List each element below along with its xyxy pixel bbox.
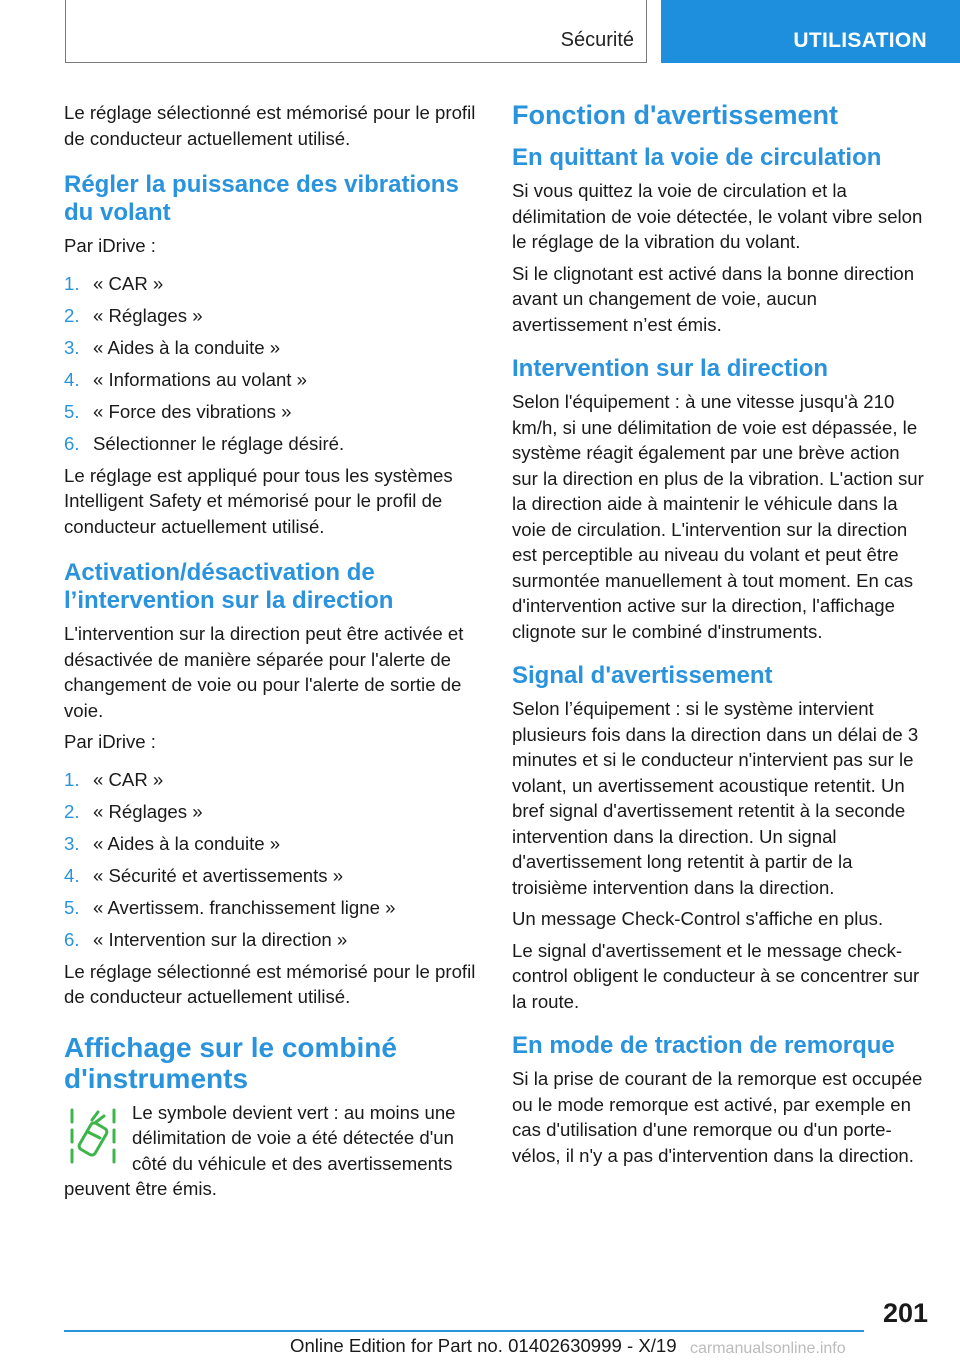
lane-departure-icon: [66, 1102, 120, 1168]
intervention-paragraph: L'intervention sur la direction peut être activée et désactivée de manière séparée pour l'alerte de changement de voie ou pour l'alerte de sortie de voie.: [64, 623, 464, 721]
heading-affichage: Affichage sur le combiné d'instruments: [64, 1031, 397, 1094]
intro-paragraph: Le réglage sélectionné est mémorisé pour le profil de conducteur actuellement utilisé.: [64, 102, 476, 149]
right-column: [512, 100, 927, 1174]
steps-list-1: [64, 271, 476, 457]
check-control-paragraph-2: Le signal d'avertissement et le message check-control obligent le conducteur à se concentrer sur la route.: [512, 939, 920, 1012]
list-item: 5. « Avertissem. franchissement ligne »: [64, 896, 396, 918]
list-item: 3. « Aides à la conduite »: [64, 832, 281, 854]
memorise-paragraph: Le réglage sélectionné est mémorisé pour le profil de conducteur actuellement utilisé.: [64, 960, 476, 1007]
heading-activation: Activation/désactivation de l’intervention sur la direction: [64, 559, 394, 614]
remorque-paragraph: Si la prise de courant de la remorque est occupée ou le mode remorque est activé, par exemple en cas d'utilisation d'une remorque ou d'un porte-vélos, il n'y a pas d'intervention dans la direction.: [512, 1068, 923, 1166]
footer-watermark: carmanualsonline.info: [690, 1340, 846, 1357]
page-number: 201: [882, 1298, 928, 1328]
list-item: 2. « Réglages »: [64, 800, 203, 822]
footer-divider: [64, 1330, 864, 1332]
heading-quittant: En quittant la voie de circulation: [512, 144, 882, 171]
heading-fonction: Fonction d'avertissement: [512, 100, 838, 130]
list-item: 2. « Réglages »: [64, 304, 203, 326]
left-column: [64, 100, 476, 1208]
applique-paragraph: Le réglage est appliqué pour tous les systèmes Intelligent Safety et mémorisé pour le profil de conducteur actuellement utilisé.: [64, 464, 453, 537]
list-item: 6. Sélectionner le réglage désiré.: [64, 432, 345, 454]
clignotant-paragraph: Si le clignotant est activé dans la bonne direction avant un changement de voie, aucun avertissement n’est émis.: [512, 262, 915, 335]
heading-intervention-direction: Intervention sur la direction: [512, 355, 829, 382]
intervention-direction-paragraph: Selon l'équipement : à une vitesse jusqu'à 210 km/h, si une délimitation de voie est dépassée, le système réagit également par une brève action sur la direction en plus de la vibration. L'action sur la direction aide à maintenir le véhicule dans la voie de circulation. L'intervention sur la direction est perceptible au niveau du volant et peut être surmontée manuellement à tout moment. En cas d'intervention active sur la direction, l'affichage clignote sur le combiné d'instruments.: [512, 391, 924, 642]
header-chapter-title: UTILISATION: [793, 29, 927, 52]
header-chapter-tab: [661, 0, 960, 63]
heading-vibration: Régler la puissance des vibrations du volant: [64, 171, 459, 226]
list-item: 1. « CAR »: [64, 768, 164, 790]
signal-paragraph: Selon l’équipement : si le système intervient plusieurs fois dans la direction dans un délai de 3 minutes et si le conducteur n'intervient pas sur le volant, un avertissement acoustique retentit. Un bref signal d'avertissement retentit à la seconde intervention dans la direction. Un signal d'avertissement long retentit à partir de la troisième intervention dans la direction.: [512, 698, 919, 898]
symbol-text: Le symbole devient vert : au moins une délimitation de voie a été détectée d'un côté du véhicule et des avertissements peuvent être émis.: [64, 1101, 456, 1199]
symbol-paragraph: [64, 1100, 476, 1202]
list-item: 5. « Force des vibrations »: [64, 400, 292, 422]
list-item: 4. « Sécurité et avertissements »: [64, 864, 344, 886]
list-item: 3. « Aides à la conduite »: [64, 336, 281, 358]
header-section-title: Sécurité: [560, 29, 634, 51]
list-item: 1. « CAR »: [64, 272, 164, 294]
par-idrive-1: Par iDrive :: [64, 235, 156, 256]
list-item: 4. « Informations au volant »: [64, 368, 307, 390]
footer-edition: Online Edition for Part no. 01402630999 - X/19: [290, 1335, 677, 1356]
par-idrive-2: Par iDrive :: [64, 731, 156, 752]
list-item: 6. « Intervention sur la direction »: [64, 928, 348, 950]
quittant-paragraph: Si vous quittez la voie de circulation et la délimitation de voie détectée, le volant vibre selon le réglage de la vibration du volant.: [512, 180, 923, 252]
steps-list-2: [64, 767, 476, 953]
heading-signal: Signal d'avertissement: [512, 662, 773, 689]
check-control-paragraph: Un message Check-Control s'affiche en plus.: [512, 908, 884, 929]
header-section-box: [65, 0, 647, 63]
heading-remorque: En mode de traction de remorque: [512, 1032, 895, 1059]
